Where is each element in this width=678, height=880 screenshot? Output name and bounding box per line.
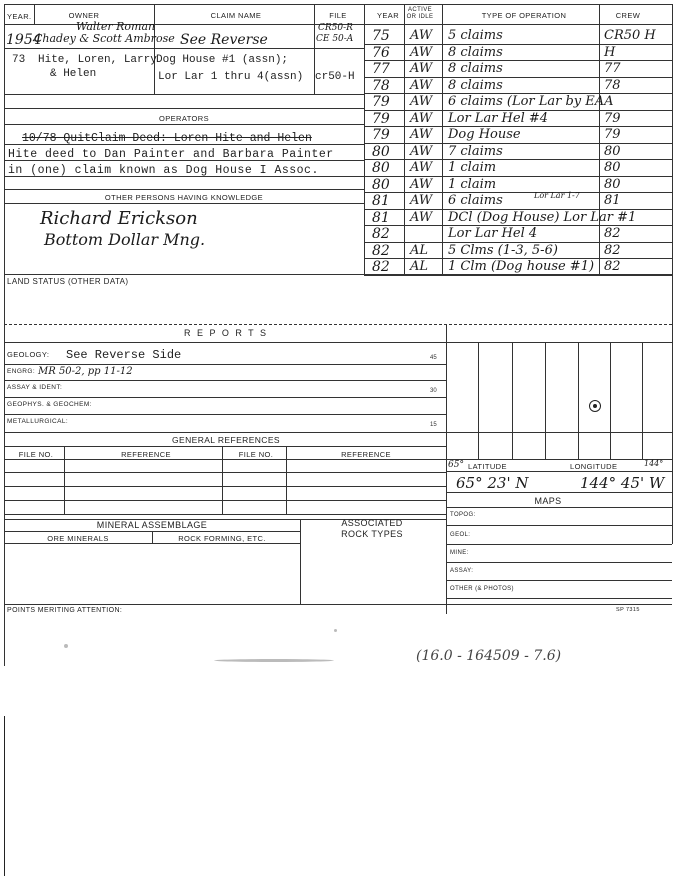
activity-status: AW bbox=[410, 28, 433, 43]
row-line bbox=[446, 507, 672, 508]
file-cr50h: cr50-H bbox=[315, 71, 355, 83]
activity-year: 80 bbox=[372, 143, 390, 160]
maps-title: MAPS bbox=[534, 496, 562, 506]
activity-status: AL bbox=[410, 259, 429, 274]
associated-title-2: ROCK TYPES bbox=[341, 529, 403, 539]
row-line bbox=[446, 544, 672, 545]
activity-crew: CR50 H bbox=[604, 28, 656, 43]
grid-sep bbox=[545, 342, 546, 460]
claim-see-reverse: See Reverse bbox=[180, 32, 268, 48]
row-line bbox=[4, 94, 364, 95]
row-line bbox=[4, 48, 364, 49]
geology-value: See Reverse Side bbox=[66, 348, 182, 362]
row-line bbox=[4, 203, 364, 204]
row-line bbox=[446, 471, 672, 472]
left-border bbox=[4, 4, 5, 666]
col-sep bbox=[286, 446, 287, 514]
col-file: FILE bbox=[329, 11, 347, 20]
activity-crew: 81 bbox=[604, 193, 621, 208]
operators-line-2: Hite deed to Dan Painter and Barbara Painter bbox=[8, 148, 334, 161]
metallurgical-label: METALLURGICAL: bbox=[7, 418, 69, 425]
maps-topog: TOPOG: bbox=[450, 512, 476, 518]
geology-label: GEOLOGY: bbox=[7, 350, 50, 359]
row-line bbox=[4, 446, 446, 447]
row-line bbox=[446, 598, 672, 599]
row-line bbox=[4, 414, 446, 415]
row-line bbox=[4, 543, 300, 544]
owner-helen: & Helen bbox=[50, 68, 97, 80]
col-active: ACTIVE bbox=[407, 7, 433, 13]
knowledge-title: OTHER PERSONS HAVING KNOWLEDGE bbox=[104, 193, 264, 202]
activity-type: 7 claims bbox=[448, 143, 503, 159]
row-line bbox=[4, 459, 672, 460]
col-sep bbox=[599, 4, 600, 274]
knowledge-line-1: Richard Erickson bbox=[40, 208, 198, 229]
activity-year: 80 bbox=[372, 176, 390, 193]
row-line bbox=[4, 176, 364, 177]
activity-type: 1 Clm (Dog house #1) bbox=[448, 259, 595, 274]
lat-prefix: 65° bbox=[448, 460, 464, 470]
scan-noise bbox=[64, 644, 68, 648]
grid-sep bbox=[478, 342, 479, 460]
activity-crew: H bbox=[604, 44, 616, 60]
engrg-label: ENGRG: bbox=[7, 368, 36, 375]
activity-year: 76 bbox=[372, 44, 390, 61]
activity-type: 8 claims bbox=[448, 61, 503, 76]
row-line bbox=[4, 486, 446, 487]
owner-year-73: 73 bbox=[12, 54, 26, 66]
col-owner: OWNER bbox=[68, 11, 100, 20]
row-line bbox=[4, 514, 446, 515]
row-line bbox=[4, 397, 446, 398]
activity-status: AW bbox=[410, 94, 433, 109]
num-30: 30 bbox=[430, 388, 437, 394]
activity-year: 82 bbox=[372, 259, 390, 275]
activity-crew: 80 bbox=[604, 176, 621, 192]
knowledge-line-2: Bottom Dollar Mng. bbox=[44, 230, 206, 249]
claim-lor-lar: Lor Lar 1 thru 4(assn) bbox=[158, 71, 304, 83]
col-sep bbox=[364, 4, 365, 274]
col-year-2: YEAR bbox=[376, 11, 400, 20]
row-line bbox=[4, 432, 672, 433]
col-sep bbox=[152, 531, 153, 543]
top-border bbox=[4, 4, 672, 5]
maps-mine: MINE: bbox=[450, 550, 469, 556]
activity-status: AW bbox=[410, 143, 433, 159]
activity-crew: 78 bbox=[604, 77, 621, 93]
activity-status: AW bbox=[410, 110, 433, 126]
row-line bbox=[446, 580, 672, 581]
row-line bbox=[446, 562, 672, 563]
engrg-value: MR 50-2, pp 11-12 bbox=[38, 366, 133, 377]
activity-crew: 82 bbox=[604, 242, 621, 258]
col-sep bbox=[442, 4, 443, 274]
activity-year: 82 bbox=[372, 242, 390, 259]
row-line bbox=[4, 472, 446, 473]
activity-status: AW bbox=[410, 77, 433, 93]
activity-type: 5 Clms (1-3, 5-6) bbox=[448, 242, 558, 258]
operators-line-1: 10/78 QuitClaim Deed: Loren Hite and Helen bbox=[22, 132, 312, 145]
num-45: 45 bbox=[430, 355, 437, 361]
activity-year: 78 bbox=[372, 77, 390, 94]
points-label: POINTS MERITING ATTENTION: bbox=[7, 607, 123, 614]
ref-reference-2: REFERENCE bbox=[341, 450, 391, 459]
assay-label: ASSAY & IDENT: bbox=[7, 384, 63, 391]
ore-minerals-label: ORE MINERALS bbox=[47, 534, 109, 543]
survey-marker-dot-icon bbox=[593, 404, 597, 408]
activity-status: AW bbox=[410, 61, 433, 76]
row-line bbox=[4, 342, 672, 343]
maps-geol: GEOL: bbox=[450, 532, 471, 538]
activity-type: 8 claims bbox=[448, 77, 503, 93]
col-year: YEAR. bbox=[7, 12, 32, 21]
survey-marker-icon bbox=[589, 400, 601, 412]
col-sep bbox=[34, 4, 35, 24]
col-sep bbox=[222, 446, 223, 514]
row-line bbox=[4, 108, 364, 109]
row-line bbox=[4, 160, 364, 161]
form-number: SP 7315 bbox=[616, 607, 640, 613]
activity-year: 79 bbox=[372, 127, 390, 143]
activity-row-line bbox=[364, 275, 672, 276]
activity-crew: 79 bbox=[604, 127, 621, 142]
activity-status: AL bbox=[410, 242, 429, 258]
num-15: 15 bbox=[430, 422, 437, 428]
activity-type: Dog House bbox=[448, 127, 521, 142]
activity-type: Lor Lar Hel 4 bbox=[448, 226, 538, 241]
row-line bbox=[4, 364, 446, 365]
mining-claim-form bbox=[4, 4, 672, 666]
activity-year: 77 bbox=[372, 61, 390, 77]
row-line bbox=[4, 144, 364, 145]
grid-sep bbox=[610, 342, 611, 460]
col-sep bbox=[404, 4, 405, 274]
file-cr50r: CR50-R bbox=[318, 23, 353, 33]
col-crew: CREW bbox=[615, 11, 641, 20]
scan-noise bbox=[334, 629, 337, 632]
lon-suffix: 144° bbox=[644, 459, 664, 468]
activity-year: 82 bbox=[372, 226, 390, 242]
grid-sep bbox=[512, 342, 513, 460]
maps-assay: ASSAY: bbox=[450, 568, 474, 574]
activity-year: 81 bbox=[372, 193, 390, 209]
ref-file-no-1: FILE NO. bbox=[18, 450, 54, 459]
reports-title: R E P O R T S bbox=[183, 328, 269, 338]
geophys-label: GEOPHYS. & GEOCHEM: bbox=[7, 401, 92, 408]
activity-crew: 80 bbox=[604, 143, 621, 159]
section-divider bbox=[4, 324, 672, 325]
activity-crew: 79 bbox=[604, 110, 621, 126]
activity-status: AW bbox=[410, 209, 433, 225]
activity-year: 79 bbox=[372, 110, 390, 127]
row-line bbox=[4, 124, 364, 125]
activity-status: AW bbox=[410, 176, 433, 192]
activity-type: 8 claims bbox=[448, 44, 503, 60]
activity-year: 75 bbox=[372, 28, 390, 44]
row-line bbox=[4, 189, 364, 190]
general-references-title: GENERAL REFERENCES bbox=[172, 435, 280, 445]
row-line bbox=[4, 604, 672, 605]
grid-sep bbox=[642, 342, 643, 460]
longitude-label: LONGITUDE bbox=[570, 462, 618, 471]
maps-other: OTHER (& PHOTOS) bbox=[450, 586, 514, 592]
mineral-assemblage-title: MINERAL ASSEMBLAGE bbox=[96, 520, 208, 530]
operators-title: OPERATORS bbox=[159, 114, 209, 123]
owner-chadey: Chadey & Scott Ambrose bbox=[34, 32, 175, 45]
latitude-value: 65° 23' N bbox=[456, 474, 529, 492]
activity-status: AW bbox=[410, 127, 433, 142]
col-type-of-operation: TYPE OF OPERATION bbox=[481, 11, 567, 20]
activity-year: 80 bbox=[372, 160, 390, 176]
file-ce50a: CE 50-A bbox=[316, 34, 354, 44]
page-edge-rule bbox=[4, 716, 5, 876]
row-line bbox=[446, 525, 672, 526]
operators-line-3: in (one) claim known as Dog House I Assoc. bbox=[8, 164, 319, 177]
grid-sep bbox=[578, 342, 579, 460]
latitude-label: LATITUDE bbox=[468, 462, 507, 471]
row-line bbox=[446, 492, 672, 493]
col-idle: OR IDLE bbox=[406, 14, 434, 20]
activity-status: AW bbox=[410, 44, 433, 60]
activity-type: 6 claims (Lor Lar by EAA bbox=[448, 94, 614, 109]
col-sep bbox=[446, 324, 447, 614]
owner-year-1954: 1954 bbox=[6, 32, 42, 48]
activity-crew: 80 bbox=[604, 160, 621, 175]
activity-year: 79 bbox=[372, 94, 390, 110]
activity-type: 6 claims bbox=[448, 193, 503, 208]
owner-hite: Hite, Loren, Larry bbox=[38, 54, 157, 66]
activity-type: 5 claims bbox=[448, 28, 503, 43]
activity-year: 81 bbox=[372, 209, 390, 226]
activity-note: Lor Lar 1-7 bbox=[534, 191, 580, 200]
activity-crew: 77 bbox=[604, 61, 621, 76]
activity-type: Lor Lar Hel #4 bbox=[448, 110, 549, 126]
right-border bbox=[672, 4, 673, 544]
col-sep bbox=[154, 4, 155, 94]
associated-title-1: ASSOCIATED bbox=[341, 518, 403, 528]
land-status-label: LAND STATUS (OTHER DATA) bbox=[7, 277, 129, 286]
activity-crew: 82 bbox=[604, 226, 621, 241]
ref-reference-1: REFERENCE bbox=[121, 450, 171, 459]
longitude-value: 144° 45' W bbox=[580, 474, 665, 492]
activity-status: AW bbox=[410, 193, 433, 208]
col-sep bbox=[64, 446, 65, 514]
activity-type: 1 claim bbox=[448, 160, 497, 175]
owner-walter: Walter Roman bbox=[76, 20, 156, 33]
archive-stamp: (16.0 - 164509 - 7.6) bbox=[416, 648, 562, 664]
activity-type: 1 claim bbox=[448, 176, 497, 192]
row-line bbox=[4, 380, 446, 381]
activity-crew: 82 bbox=[604, 259, 621, 274]
activity-type: DCl (Dog House) Lor Lar #1 bbox=[448, 209, 637, 225]
rock-forming-label: ROCK FORMING, ETC. bbox=[178, 534, 266, 543]
claim-dog-house: Dog House #1 (assn); bbox=[156, 54, 289, 66]
scan-noise bbox=[214, 659, 334, 662]
ref-file-no-2: FILE NO. bbox=[238, 450, 274, 459]
activity-status: AW bbox=[410, 160, 433, 175]
row-line bbox=[4, 500, 446, 501]
col-claim-name: CLAIM NAME bbox=[210, 11, 262, 20]
col-sep bbox=[300, 519, 301, 604]
